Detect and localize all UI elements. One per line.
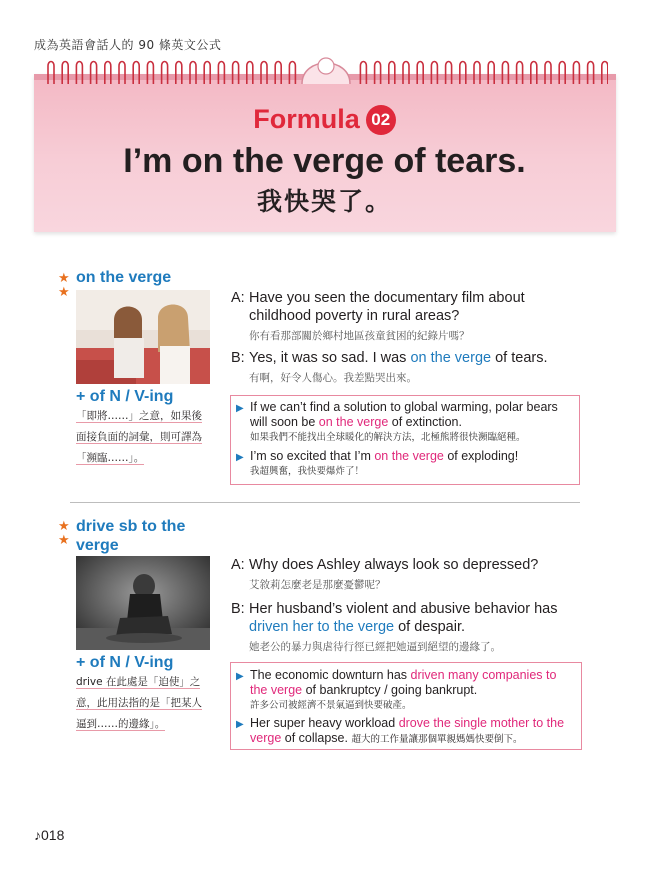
triangle-bullet-icon: ▶ bbox=[236, 403, 244, 414]
calendar-ring bbox=[62, 62, 68, 85]
formula-label bbox=[0, 104, 649, 135]
calendar-ring bbox=[91, 62, 97, 85]
section1-note bbox=[76, 406, 214, 469]
dialogue-b-text bbox=[249, 349, 571, 367]
calendar-ring bbox=[375, 62, 381, 85]
highlight-phrase: on the verge bbox=[318, 415, 389, 429]
text-run: of tears. bbox=[491, 350, 548, 366]
dialogue-b-translation: 有啊，好令人傷心。我差點哭出來。 bbox=[249, 372, 417, 384]
text-run: of collapse. bbox=[281, 731, 348, 745]
highlight-phrase: on the verge bbox=[374, 449, 444, 463]
calendar-ring bbox=[431, 62, 437, 85]
calendar-ring bbox=[119, 62, 125, 85]
calendar-ring bbox=[559, 62, 565, 85]
note-line: 「瀕臨……」。 bbox=[76, 452, 145, 464]
text-run: The economic downturn has bbox=[250, 668, 411, 682]
section1-heading: on the verge bbox=[76, 269, 172, 286]
calendar-ring bbox=[446, 62, 452, 85]
calendar-ring bbox=[162, 62, 168, 85]
text-run: of extinction. bbox=[388, 415, 462, 429]
text-run: of bankruptcy / going bankrupt. bbox=[302, 683, 478, 697]
calendar-ring bbox=[76, 62, 82, 85]
calendar-ring bbox=[218, 62, 224, 85]
page-number-text: 018 bbox=[41, 827, 65, 843]
calendar-ring bbox=[261, 62, 267, 85]
dialogue-b bbox=[231, 600, 581, 656]
example-translation: 超大的工作量讓那個單親媽媽快要倒下。 bbox=[351, 734, 523, 745]
dialogue-b bbox=[231, 349, 571, 387]
example-item bbox=[236, 716, 574, 747]
star-icon: ★ bbox=[58, 519, 70, 534]
calendar-ring bbox=[204, 62, 210, 85]
calendar-ring bbox=[417, 62, 423, 85]
section2-note bbox=[76, 672, 214, 735]
example-translation: 我超興奮，我快要爆炸了！ bbox=[250, 466, 365, 477]
calendar-ring bbox=[588, 62, 594, 85]
depressed-woman-photo bbox=[76, 556, 210, 650]
calendar-ring bbox=[147, 62, 153, 85]
dialogue-b-translation: 她老公的暴力與虐待行徑已經把她逼到絕望的邊緣了。 bbox=[249, 641, 501, 653]
text-run: Her super heavy workload bbox=[250, 716, 399, 730]
text-run: If we can’t find a solution to global warming, polar bears will soon be bbox=[250, 400, 558, 429]
section-divider bbox=[70, 502, 580, 503]
text-run: Her husband’s violent and abusive behavior has bbox=[249, 601, 558, 617]
star-icon: ★ bbox=[58, 285, 70, 300]
star-icon: ★ bbox=[58, 533, 70, 548]
dialogue-a-text: Why does Ashley always look so depressed? bbox=[249, 557, 539, 573]
calendar-ring bbox=[233, 62, 239, 85]
formula-title-zh: 我快哭了。 bbox=[256, 187, 392, 216]
dialogue-a bbox=[231, 289, 571, 345]
dialogue-a-text: Have you seen the documentary film about childhood poverty in rural areas? bbox=[249, 290, 525, 324]
calendar-ring bbox=[531, 62, 537, 85]
music-note-icon: ♪ bbox=[34, 827, 41, 843]
formula-number-badge: 02 bbox=[366, 105, 396, 135]
note-line: 面接負面的詞彙，則可譯為 bbox=[76, 431, 202, 443]
text-run: Yes, it was so sad. I was bbox=[249, 350, 411, 366]
calendar-ring bbox=[488, 62, 494, 85]
triangle-bullet-icon: ▶ bbox=[236, 671, 244, 682]
calendar-ring bbox=[360, 62, 366, 85]
calendar-ring bbox=[176, 62, 182, 85]
text-run: of exploding! bbox=[443, 449, 519, 463]
calendar-ring bbox=[389, 62, 395, 85]
star-icon: ★ bbox=[58, 271, 70, 286]
triangle-bullet-icon: ▶ bbox=[236, 452, 244, 463]
calendar-ring bbox=[48, 62, 54, 85]
dialogue-a-translation: 你有看那部關於鄉村地區孩童貧困的紀錄片嗎？ bbox=[249, 330, 470, 342]
calendar-ring bbox=[545, 62, 551, 85]
note-line: 「即將……」之意，如果後 bbox=[76, 410, 202, 422]
calendar-ring bbox=[289, 62, 295, 85]
highlight-phrase: drove the single mother to the verge bbox=[250, 716, 565, 745]
heading-line: drive sb to the bbox=[76, 518, 186, 535]
book-title: 成為英語會話人的 90 條英文公式 bbox=[34, 38, 222, 52]
example-item bbox=[236, 668, 574, 713]
text-run: I’m so excited that I’m bbox=[250, 449, 375, 463]
note-line: 逼到……的邊緣」。 bbox=[76, 718, 166, 730]
triangle-bullet-icon: ▶ bbox=[236, 719, 244, 730]
example-translation: 如果我們不能找出全球暖化的解決方法，北極熊將很快瀕臨絕種。 bbox=[250, 432, 526, 443]
calendar-ring bbox=[247, 62, 253, 85]
dialogue-b-text bbox=[249, 600, 581, 636]
friends-on-sofa-photo bbox=[76, 290, 210, 384]
heading-line: verge bbox=[76, 537, 119, 554]
text-run: of despair. bbox=[394, 619, 466, 635]
calendar-ring bbox=[602, 62, 608, 85]
calendar-rings-icon bbox=[42, 58, 608, 88]
speaker-b: B: bbox=[231, 601, 245, 617]
calendar-ring bbox=[403, 62, 409, 85]
formula-word: Formula bbox=[253, 104, 360, 134]
calendar-ring bbox=[460, 62, 466, 85]
section2-pattern: + of N / V-ing bbox=[76, 654, 174, 671]
calendar-ring bbox=[190, 62, 196, 85]
dialogue-a-translation: 艾敘莉怎麼老是那麼憂鬱呢？ bbox=[249, 579, 386, 591]
calendar-ring bbox=[105, 62, 111, 85]
speaker-b: B: bbox=[231, 350, 245, 366]
calendar-ring bbox=[474, 62, 480, 85]
example-item bbox=[236, 449, 572, 479]
section1-pattern: + of N / V-ing bbox=[76, 388, 174, 405]
highlight-phrase: on the verge bbox=[410, 350, 492, 366]
note-line: drive 在此處是「迫使」之 bbox=[76, 676, 201, 688]
calendar-ring bbox=[502, 62, 508, 85]
calendar-ring bbox=[275, 62, 281, 85]
highlight-phrase: driven many companies to the verge bbox=[250, 668, 557, 697]
calendar-ring bbox=[573, 62, 579, 85]
example-item bbox=[236, 400, 572, 445]
calendar-ring bbox=[133, 62, 139, 85]
page-number bbox=[34, 827, 64, 843]
formula-title-en: I’m on the verge of tears. bbox=[123, 142, 526, 180]
section2-heading bbox=[76, 517, 185, 555]
speaker-a: A: bbox=[231, 557, 245, 573]
dialogue-a bbox=[231, 556, 581, 594]
calendar-ring bbox=[517, 62, 523, 85]
note-line: 意，此用法指的是「把某人 bbox=[76, 697, 202, 709]
highlight-phrase: driven her to the verge bbox=[249, 619, 395, 635]
speaker-a: A: bbox=[231, 290, 245, 306]
example-translation: 許多公司被經濟不景氣逼到快要破產。 bbox=[250, 700, 412, 711]
